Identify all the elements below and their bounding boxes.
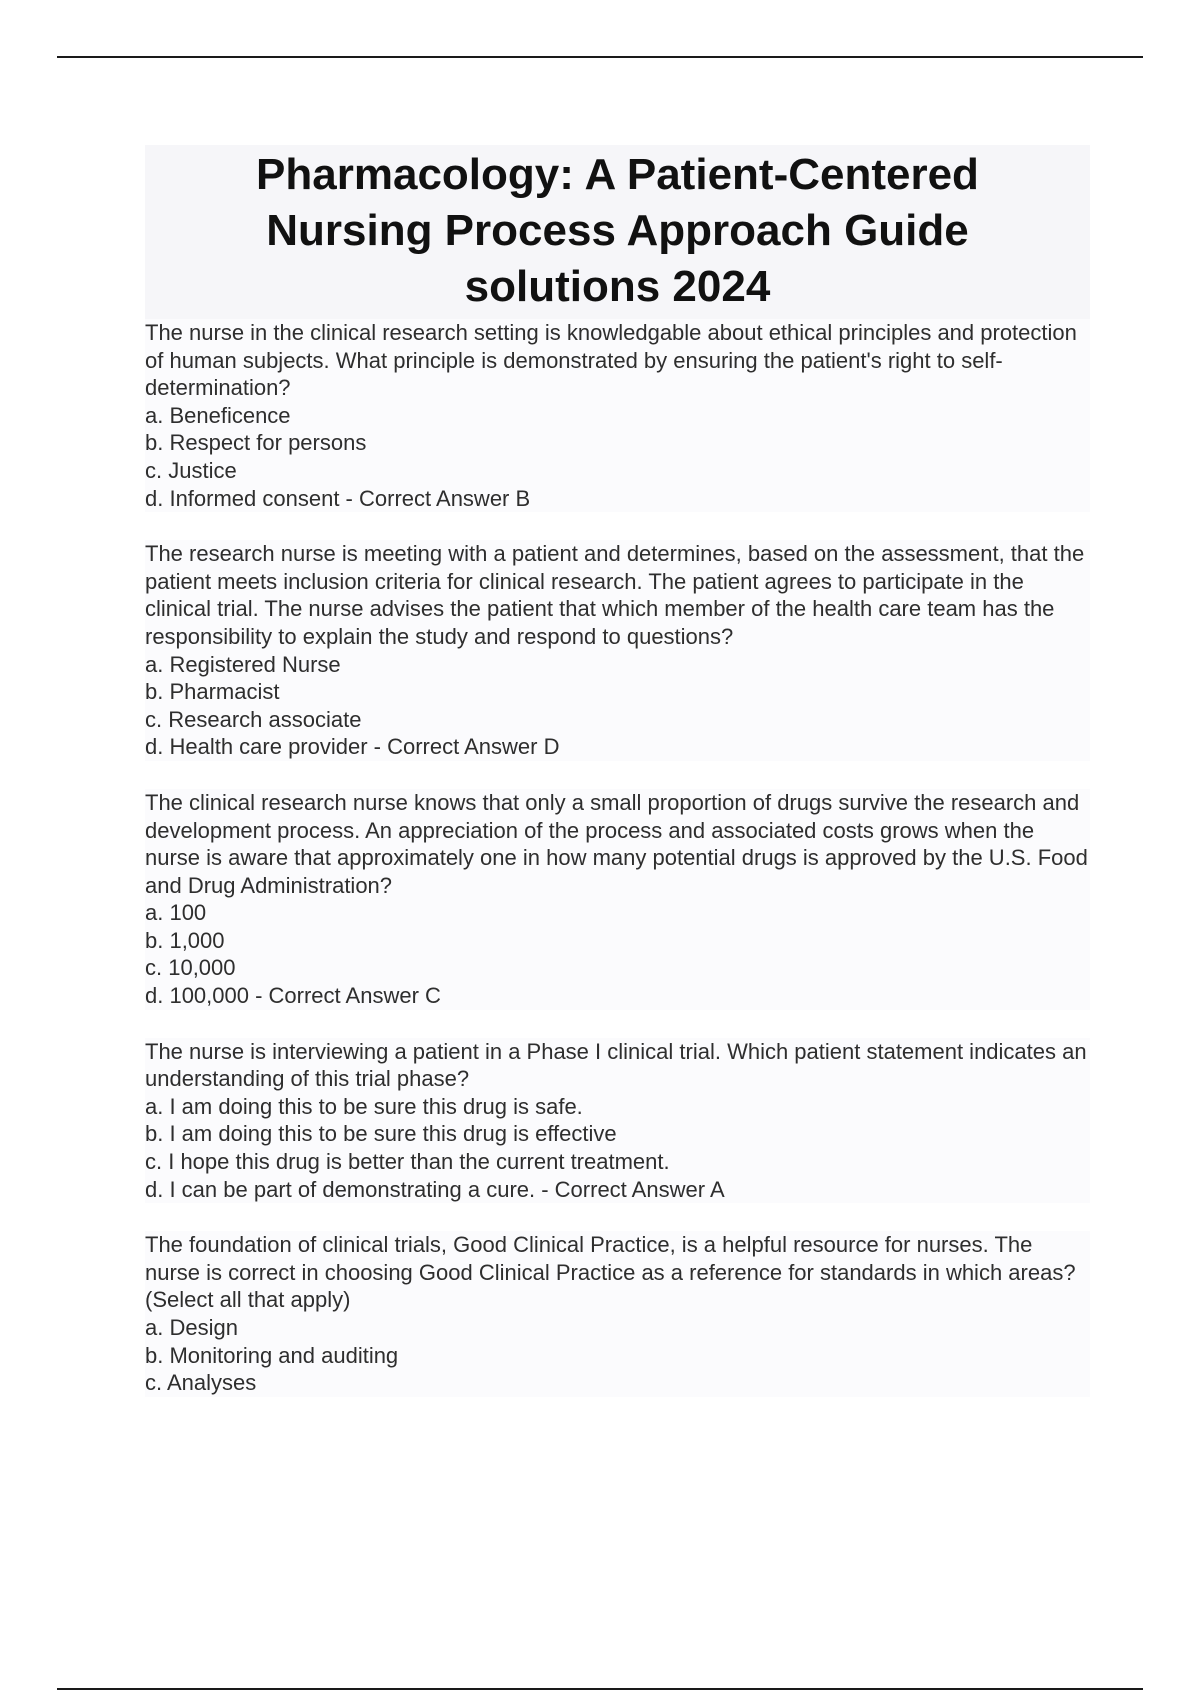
document-title <box>145 145 1090 319</box>
answer-option: b. Pharmacist <box>145 678 1090 706</box>
document-body <box>145 145 1090 1425</box>
question-text: The foundation of clinical trials, Good Clinical Practice, is a helpful resource for nurses. The nurse is correct in choosing Good Clinical Practice as a reference for standards in which areas? (Select all that apply) <box>145 1231 1090 1314</box>
question-text: The research nurse is meeting with a patient and determines, based on the assessment, that the patient meets inclusion criteria for clinical research. The patient agrees to participate in the clinical trial. The nurse advises the patient that which member of the health care team has the responsibility to explain the study and respond to questions? <box>145 540 1090 650</box>
question-text: The clinical research nurse knows that only a small proportion of drugs survive the research and development process. An appreciation of the process and associated costs grows when the nurse is aware that approximately one in how many potential drugs is approved by the U.S. Food and Drug Administration? <box>145 789 1090 899</box>
answer-option: a. Registered Nurse <box>145 651 1090 679</box>
answer-option: b. I am doing this to be sure this drug is effective <box>145 1120 1090 1148</box>
answer-option: a. I am doing this to be sure this drug is safe. <box>145 1093 1090 1121</box>
title-line: solutions 2024 <box>464 262 771 311</box>
answer-option-with-key: d. Health care provider - Correct Answer D <box>145 733 1090 761</box>
top-rule <box>57 56 1143 58</box>
answer-option-with-key: d. Informed consent - Correct Answer B <box>145 485 1090 513</box>
question-list <box>145 319 1090 1397</box>
answer-option: c. Analyses <box>145 1369 1090 1397</box>
answer-option-with-key: d. 100,000 - Correct Answer C <box>145 982 1090 1010</box>
title-line: Nursing Process Approach Guide <box>266 206 969 255</box>
answer-option: a. 100 <box>145 899 1090 927</box>
question-item <box>145 1038 1090 1204</box>
answer-option: b. 1,000 <box>145 927 1090 955</box>
answer-option: a. Design <box>145 1314 1090 1342</box>
title-line: Pharmacology: A Patient-Centered <box>256 150 979 199</box>
answer-option: c. Justice <box>145 457 1090 485</box>
bottom-rule <box>57 1688 1143 1690</box>
answer-option: a. Beneficence <box>145 402 1090 430</box>
question-item <box>145 789 1090 1010</box>
answer-option: c. Research associate <box>145 706 1090 734</box>
answer-option: c. 10,000 <box>145 954 1090 982</box>
question-item <box>145 319 1090 512</box>
answer-option: c. I hope this drug is better than the current treatment. <box>145 1148 1090 1176</box>
question-item <box>145 1231 1090 1397</box>
question-text: The nurse in the clinical research setting is knowledgable about ethical principles and protection of human subjects. What principle is demonstrated by ensuring the patient's right to self-determination? <box>145 319 1090 402</box>
question-item <box>145 540 1090 761</box>
answer-option: b. Respect for persons <box>145 429 1090 457</box>
question-text: The nurse is interviewing a patient in a Phase I clinical trial. Which patient statement indicates an understanding of this trial phase? <box>145 1038 1090 1093</box>
answer-option-with-key: d. I can be part of demonstrating a cure. - Correct Answer A <box>145 1176 1090 1204</box>
answer-option: b. Monitoring and auditing <box>145 1342 1090 1370</box>
